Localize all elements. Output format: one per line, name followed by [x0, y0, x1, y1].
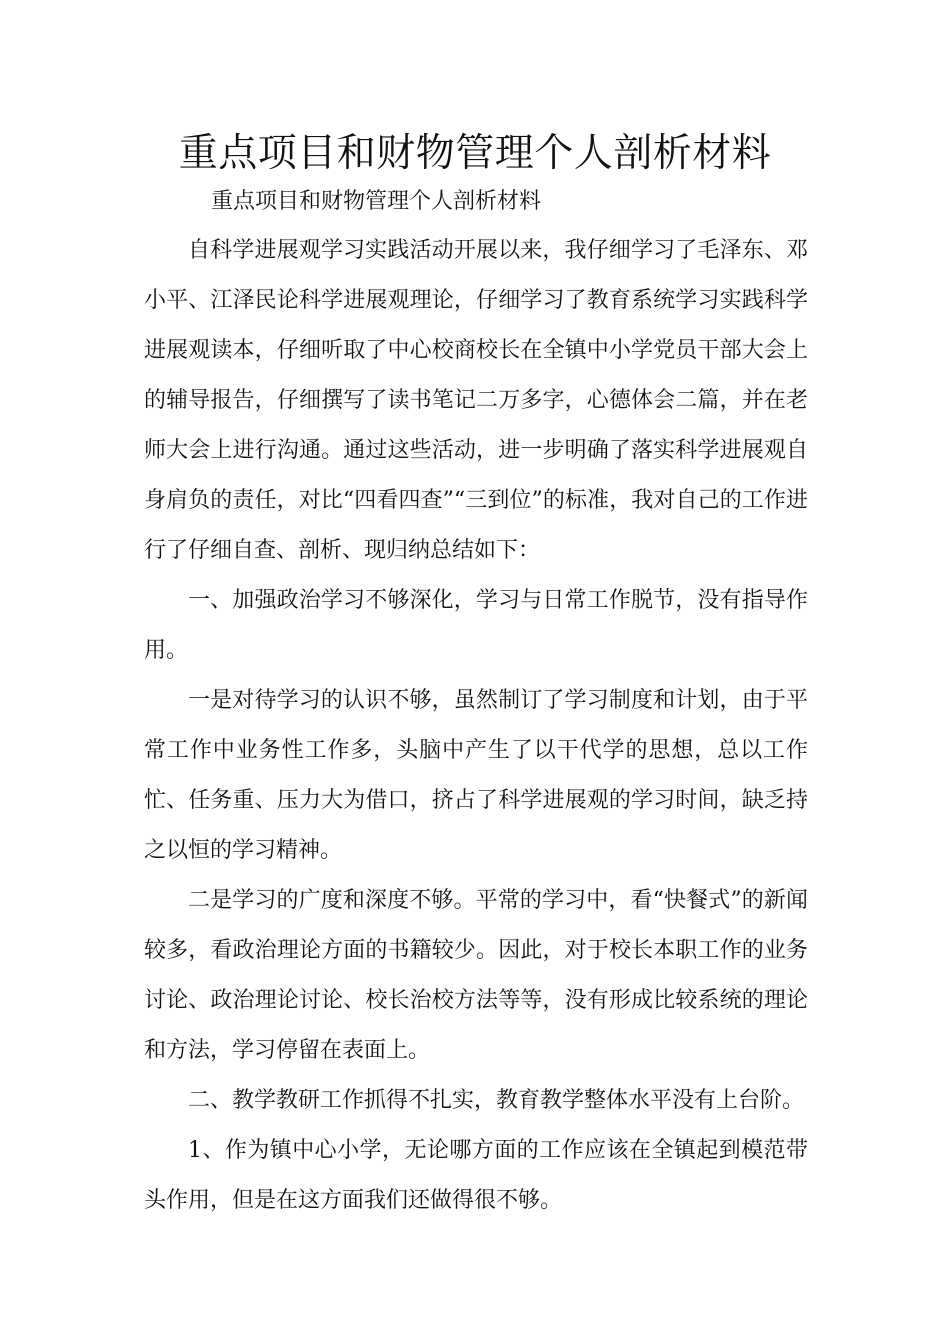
paragraph-5: 二、教学教研工作抓得不扎实，教育教学整体水平没有上台阶。: [188, 1088, 805, 1113]
paragraph-3: 一是对待学习的认识不够，虽然制订了学习制度和计划，由于平常工作中业务性工作多，头脑中产生了以干代学的思想，总以工作忙、任务重、压力大为借口，挤占了科学进展观的学习时间，缺乏持之以恒的学习精神。: [144, 688, 808, 863]
paragraph-1: 自科学进展观学习实践活动开展以来，我仔细学习了毛泽东、邓小平、江泽民论科学进展观理论，仔细学习了教育系统学习实践科学进展观读本，仔细听取了中心校商校长在全镇中小学党员干部大会上的辅导报告，仔细撰写了读书笔记二万多字，心德体会二篇，并在老师大会上进行沟通。通过这些活动，进一步明确了落实科学进展观自身肩负的责任，对比“四看四查”“三到位”的标准，我对自己的工作进行了仔细自查、剖析、现归纳总结如下：: [144, 238, 808, 563]
document-body: [144, 226, 808, 1226]
document-title: 重点项目和财物管理个人剖析材料: [178, 131, 772, 176]
paragraph-4: 二是学习的广度和深度不够。平常的学习中，看“快餐式”的新闻较多，看政治理论方面的书籍较少。因此，对于校长本职工作的业务讨论、政治理论讨论、校长治校方法等等，没有形成比较系统的理论和方法，学习停留在表面上。: [144, 888, 808, 1063]
document-subtitle: 重点项目和财物管理个人剖析材料: [211, 189, 542, 214]
paragraph-2: 一、加强政治学习不够深化，学习与日常工作脱节，没有指导作用。: [144, 588, 808, 663]
paragraph-6: 1、作为镇中心小学，无论哪方面的工作应该在全镇起到模范带头作用，但是在这方面我们还做得很不够。: [144, 1138, 808, 1213]
